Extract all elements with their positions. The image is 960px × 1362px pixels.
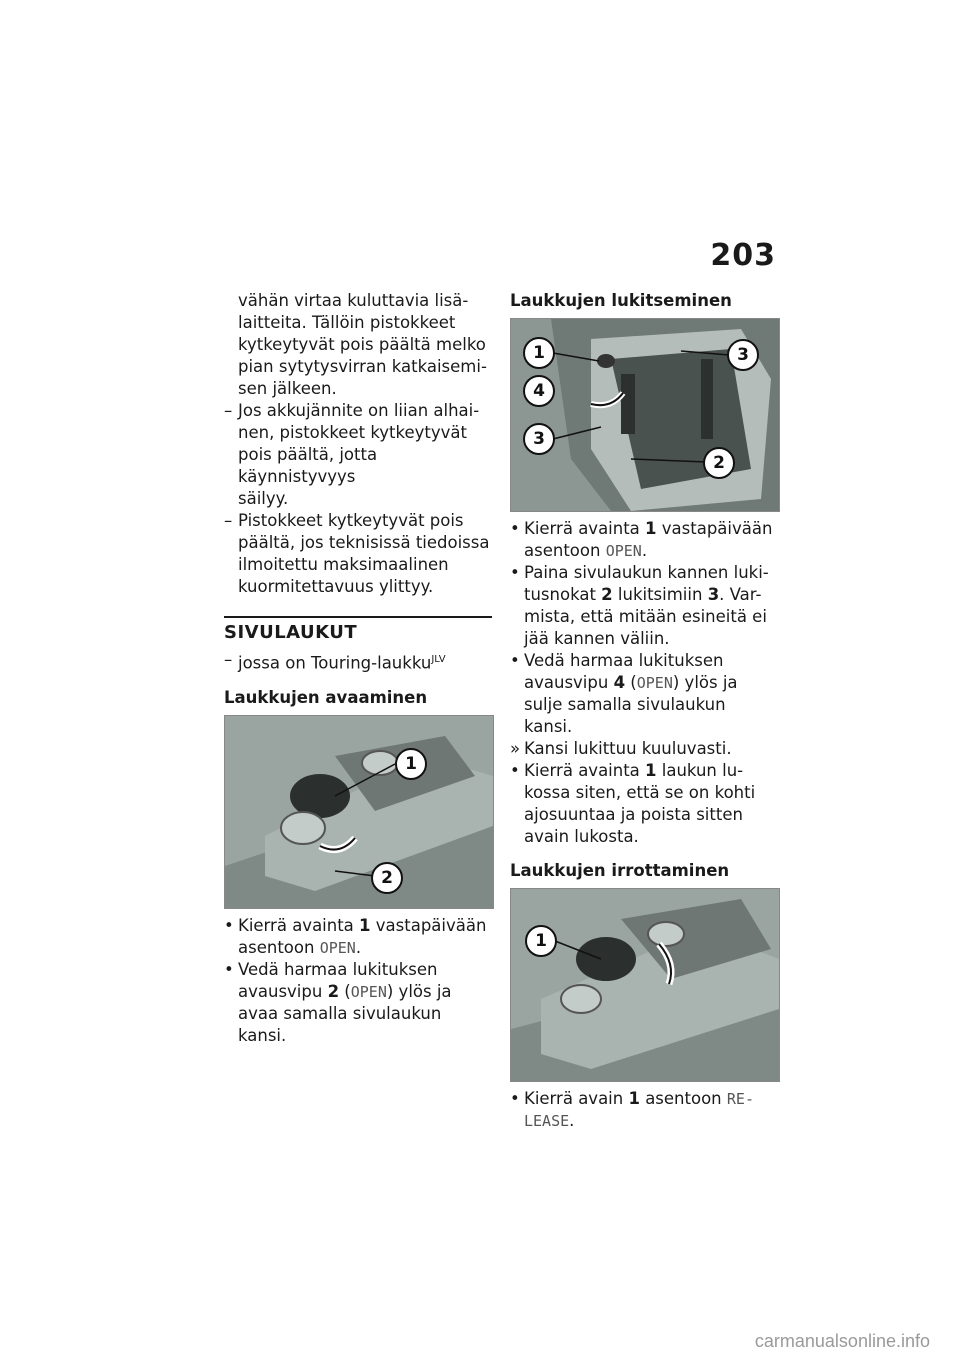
- text-line: ilmoitettu maksimaalinen: [238, 555, 449, 574]
- intro-line: pian sytytysvirran katkaisemi-: [238, 357, 487, 376]
- dash-item-load: [224, 510, 492, 598]
- text-line: Jos akkujännite on liian alhai-: [238, 401, 480, 420]
- intro-line: kytkeytyvät pois päältä melko: [238, 335, 486, 354]
- step-pull-lever: • Vedä harmaa lukituksen avausvipu 2 (OPEN) ylös ja avaa samalla sivulaukun kansi.: [224, 959, 452, 1045]
- text-line: Pistokkeet kytkeytyvät pois: [238, 511, 464, 530]
- text-line: kuormitettavuus ylittyy.: [238, 577, 434, 596]
- figure-removing: [510, 888, 780, 1082]
- step-turn-key: • Kierrä avainta 1 vastapäivään asentoon OPEN.: [224, 915, 487, 957]
- option-code: JLV: [431, 654, 446, 665]
- callout-1: 1: [523, 337, 555, 369]
- step-release-key: • Kierrä avain 1 asentoon RE- LEASE.: [510, 1089, 754, 1130]
- text-line: nen, pistokkeet kytkeytyvät: [238, 423, 467, 442]
- dash-mark: –: [224, 401, 233, 420]
- step-pull-lever-lock: • Vedä harmaa lukituksen avausvipu 4 (OPEN) ylös ja sulje samalla sivulaukun kansi.: [510, 651, 738, 736]
- figure-locking: [510, 318, 780, 512]
- callout-1: 1: [525, 925, 557, 957]
- dash-mark: –: [224, 511, 233, 530]
- section-note: – jossa on Touring-laukku$^{JLV}$: [224, 650, 446, 673]
- intro-line: vähän virtaa kuluttavia lisä-: [238, 291, 469, 310]
- page-number: 203: [710, 238, 776, 273]
- section-divider: [224, 616, 492, 675]
- figure-opening: [224, 715, 494, 909]
- intro-line: laitteita. Tällöin pistokkeet: [238, 313, 456, 332]
- callout-1: 1: [395, 748, 427, 780]
- intro-line: sen jälkeen.: [238, 379, 337, 398]
- section-title: SIVULAUKUT: [224, 622, 358, 643]
- step-turn-key-lock: • Kierrä avainta 1 vastapäivään asentoon OPEN.: [510, 519, 773, 560]
- step-press-latches: • Paina sivulaukun kannen luki- tusnokat 2 lukitsimiin 3. Var- mista, että mitään esineitä ei jää kannen väliin.: [510, 563, 769, 648]
- case-lock-illustration: [225, 716, 493, 908]
- callout-2: 2: [703, 447, 735, 479]
- step-remove-key: • Kierrä avainta 1 laukun lu- kossa siten, että se on kohti ajosuuntaa ja poista sitten avain lukosta.: [510, 761, 756, 846]
- callout-3: 3: [523, 423, 555, 455]
- subheading-removing: Laukkujen irrottaminen: [510, 861, 730, 880]
- text-line: pois päältä, jotta käynnistyvyys: [238, 445, 378, 486]
- subheading-locking: Laukkujen lukitseminen: [510, 291, 732, 310]
- text-line: päältä, jos teknisissä tiedoissa: [238, 533, 490, 552]
- left-column: [224, 290, 492, 1047]
- right-column: [510, 290, 778, 1132]
- result-lid-locks: » Kansi lukittuu kuuluvasti.: [510, 739, 732, 758]
- intro-paragraph: [224, 290, 492, 400]
- text-line: säilyy.: [238, 489, 289, 508]
- callout-2: 2: [371, 862, 403, 894]
- watermark: carmanualsonline.info: [754, 1331, 930, 1351]
- callout-4: 4: [523, 375, 555, 407]
- dash-item-voltage: [224, 400, 492, 510]
- subheading-opening: Laukkujen avaaminen: [224, 687, 428, 707]
- case-release-illustration: [511, 889, 779, 1081]
- callout-3: 3: [727, 339, 759, 371]
